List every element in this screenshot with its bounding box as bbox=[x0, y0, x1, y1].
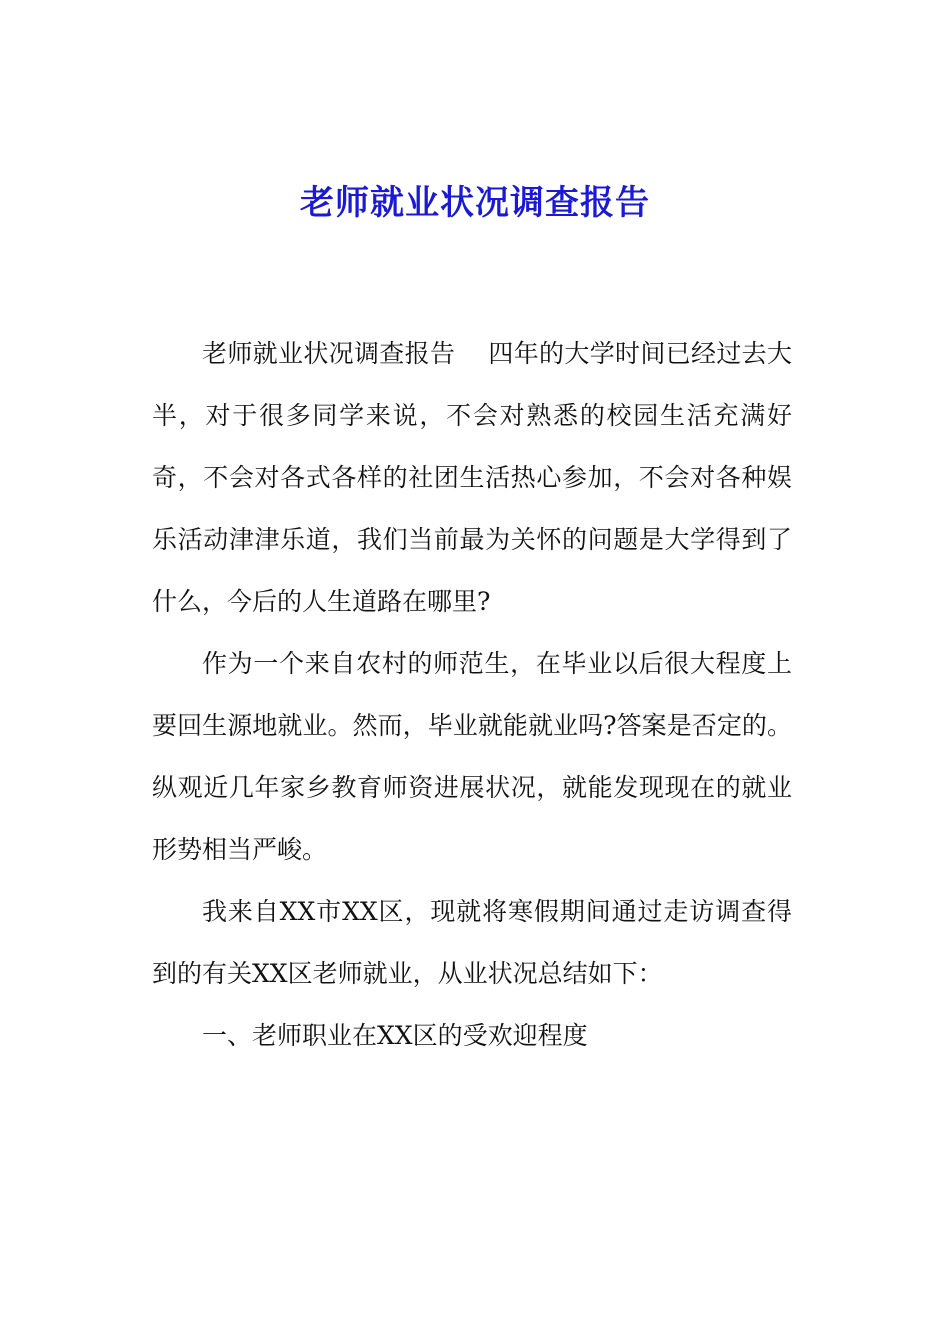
document-body bbox=[152, 323, 792, 1067]
paragraph-survey-scope: 我来自XX市XX区，现就将寒假期间通过走访调查得到的有关XX区老师就业，从业状况总结如下： bbox=[152, 897, 792, 988]
section-heading-1: 一、老师职业在XX区的受欢迎程度 bbox=[202, 1021, 588, 1050]
paragraph-background: 作为一个来自农村的师范生，在毕业以后很大程度上要回生源地就业。然而，毕业就能就业吗?答案是否定的。纵观近几年家乡教育师资进展状况，就能发现现在的就业形势相当严峻。 bbox=[152, 649, 792, 864]
document-title: 老师就业状况调查报告 bbox=[300, 183, 650, 223]
paragraph-intro: 老师就业状况调查报告 四年的大学时间已经过去大半，对于很多同学来说，不会对熟悉的校园生活充满好奇，不会对各式各样的社团生活热心参加，不会对各种娱乐活动津津乐道，我们当前最为关怀的问题是大学得到了什么，今后的人生道路在哪里? bbox=[152, 339, 792, 616]
